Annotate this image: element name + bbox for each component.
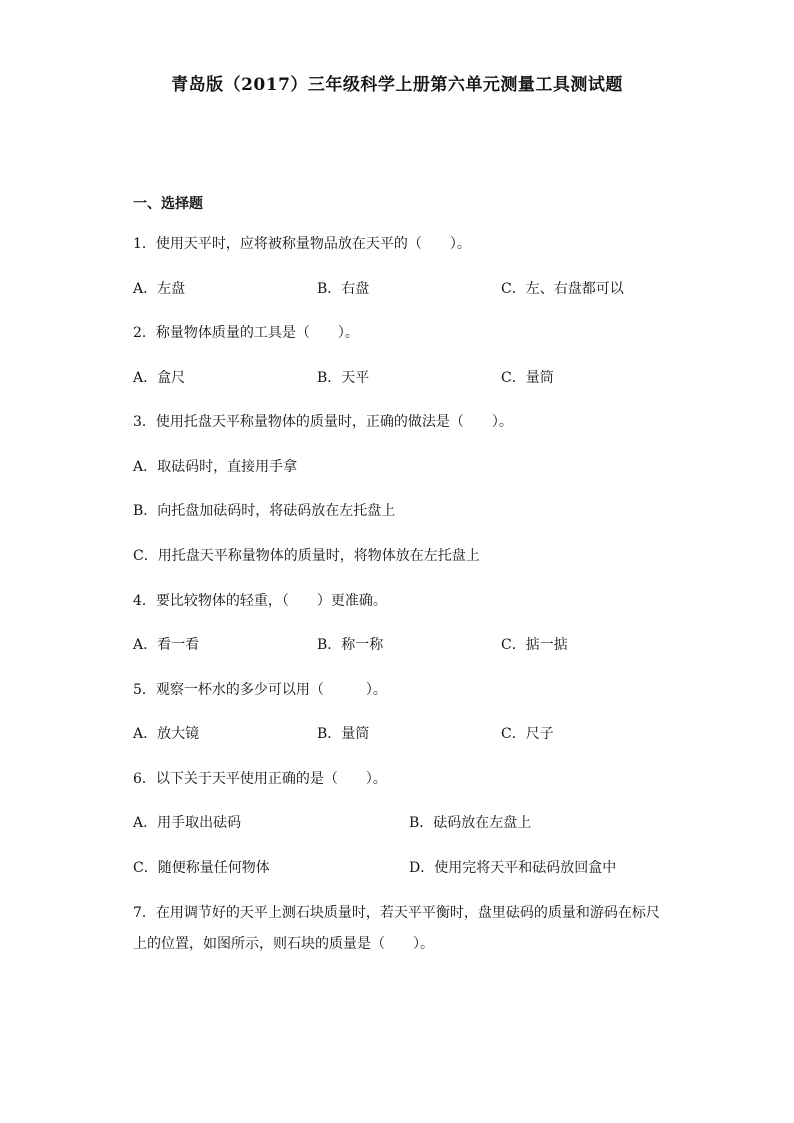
question-2-option-b: B．天平 <box>317 370 370 386</box>
question-7-stem-line-2: 上的位置，如图所示，则石块的质量是（ ）。 <box>133 936 434 952</box>
question-6-option-d: D．使用完将天平和砝码放回盒中 <box>409 860 617 876</box>
question-2-option-c: C．量筒 <box>501 370 554 386</box>
question-4-option-a: A．看一看 <box>133 637 200 653</box>
question-2-option-a: A．盒尺 <box>133 370 186 386</box>
question-6-option-b: B．砝码放在左盘上 <box>409 815 532 831</box>
section-heading: 一、选择题 <box>133 196 203 212</box>
question-1-option-b: B．右盘 <box>317 281 370 297</box>
question-1-option-c: C．左、右盘都可以 <box>501 281 624 297</box>
question-3-stem: 3．使用托盘天平称量物体的质量时，正确的做法是（ ）。 <box>133 414 513 430</box>
question-6-stem: 6．以下关于天平使用正确的是（ ）。 <box>133 771 387 787</box>
question-5-option-b: B．量筒 <box>317 726 370 742</box>
question-4-option-c: C．掂一掂 <box>501 637 568 653</box>
question-5-option-c: C．尺子 <box>501 726 554 742</box>
question-4-option-b: B．称一称 <box>317 637 384 653</box>
question-6-option-a: A．用手取出砝码 <box>133 815 242 831</box>
question-6-option-c: C．随便称量任何物体 <box>133 860 270 876</box>
question-3-option-b: B．向托盘加砝码时，将砝码放在左托盘上 <box>133 503 396 519</box>
question-7-stem-line-1: 7．在用调节好的天平上测石块质量时，若天平平衡时，盘里砝码的质量和游码在标尺 <box>133 905 660 921</box>
question-1-stem: 1．使用天平时，应将被称量物品放在天平的（ ）。 <box>133 236 471 252</box>
question-3-option-a: A．取砝码时，直接用手拿 <box>133 459 298 475</box>
question-3-option-c: C．用托盘天平称量物体的质量时，将物体放在左托盘上 <box>133 548 480 564</box>
question-2-stem: 2．称量物体质量的工具是（ ）。 <box>133 325 359 341</box>
question-5-stem: 5．观察一杯水的多少可以用（ ）。 <box>133 682 387 698</box>
question-5-option-a: A．放大镜 <box>133 726 200 742</box>
page-title: 青岛版（2017）三年级科学上册第六单元测量工具测试题 <box>171 75 623 95</box>
question-4-stem: 4．要比较物体的轻重，（ ）更准确。 <box>133 593 387 609</box>
question-1-option-a: A．左盘 <box>133 281 186 297</box>
